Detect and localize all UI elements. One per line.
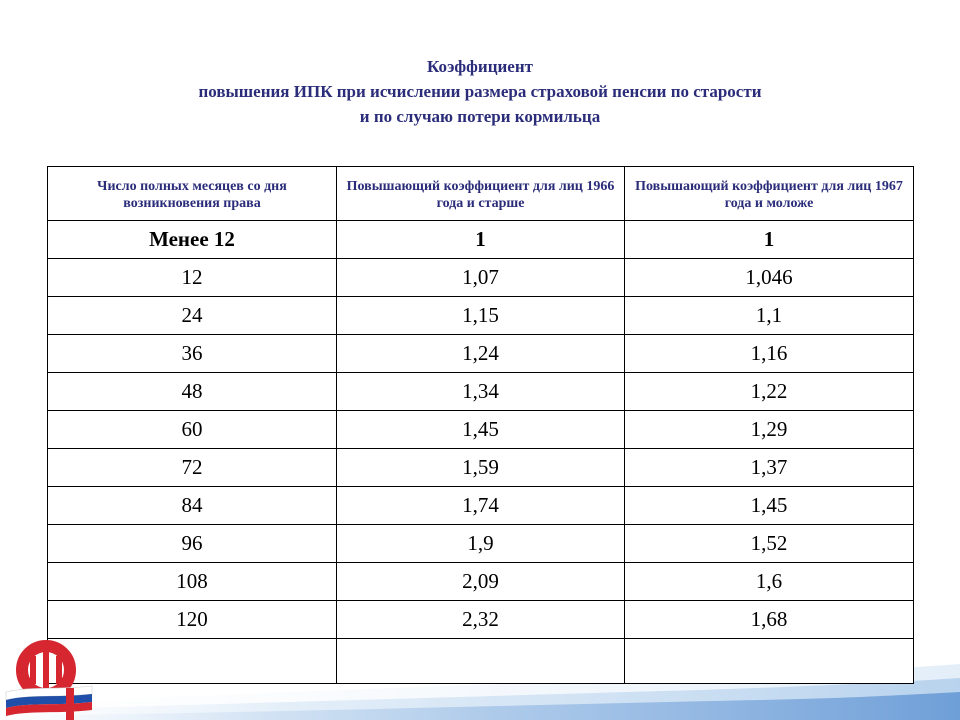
table-row-empty [48, 639, 914, 684]
cell-coef-1967: 1,37 [625, 449, 914, 487]
table-row [48, 335, 914, 373]
cell-months: 12 [48, 259, 337, 297]
table-row [48, 221, 914, 259]
title-line-1: Коэффициент [426, 57, 534, 76]
table-row [48, 373, 914, 411]
cell-empty [625, 639, 914, 684]
cell-coef-1966: 1,34 [337, 373, 625, 411]
cell-coef-1966: 1,24 [337, 335, 625, 373]
cell-coef-1967: 1,68 [625, 601, 914, 639]
table-row [48, 449, 914, 487]
cell-coef-1967: 1,22 [625, 373, 914, 411]
cell-coef-1967: 1,52 [625, 525, 914, 563]
cell-coef-1966: 1,45 [337, 411, 625, 449]
cell-coef-1966: 1 [337, 221, 625, 259]
cell-coef-1967: 1,1 [625, 297, 914, 335]
table-row [48, 259, 914, 297]
header-coef-1966: Повышающий коэффициент для лиц 1966 года и старше [337, 167, 625, 221]
table-row [48, 411, 914, 449]
header-months: Число полных месяцев со дня возникновения права [48, 167, 337, 221]
cell-months: 108 [48, 563, 337, 601]
cell-coef-1967: 1 [625, 221, 914, 259]
cell-months: Менее 12 [48, 221, 337, 259]
cell-coef-1966: 2,09 [337, 563, 625, 601]
document-title [0, 54, 960, 129]
cell-coef-1966: 1,07 [337, 259, 625, 297]
cell-months: 84 [48, 487, 337, 525]
cell-empty [337, 639, 625, 684]
table-header-row [48, 167, 914, 221]
pfr-logo-icon [0, 636, 100, 720]
coefficient-table [47, 166, 914, 684]
cell-coef-1967: 1,046 [625, 259, 914, 297]
table-row [48, 297, 914, 335]
cell-coef-1967: 1,29 [625, 411, 914, 449]
cell-months: 48 [48, 373, 337, 411]
cell-coef-1966: 1,15 [337, 297, 625, 335]
table-row [48, 601, 914, 639]
cell-months: 36 [48, 335, 337, 373]
header-coef-1967: Повышающий коэффициент для лиц 1967 года и моложе [625, 167, 914, 221]
cell-months: 60 [48, 411, 337, 449]
cell-coef-1966: 2,32 [337, 601, 625, 639]
cell-coef-1966: 1,74 [337, 487, 625, 525]
cell-coef-1966: 1,9 [337, 525, 625, 563]
title-line-3: и по случаю потери кормильца [359, 107, 601, 126]
table-row [48, 525, 914, 563]
cell-coef-1966: 1,59 [337, 449, 625, 487]
cell-coef-1967: 1,6 [625, 563, 914, 601]
title-line-2: повышения ИПК при исчислении размера страховой пенсии по старости [198, 82, 762, 101]
table-row [48, 563, 914, 601]
cell-months: 72 [48, 449, 337, 487]
cell-coef-1967: 1,45 [625, 487, 914, 525]
cell-months: 96 [48, 525, 337, 563]
cell-coef-1967: 1,16 [625, 335, 914, 373]
cell-months: 24 [48, 297, 337, 335]
table-row [48, 487, 914, 525]
cell-months: 120 [48, 601, 337, 639]
